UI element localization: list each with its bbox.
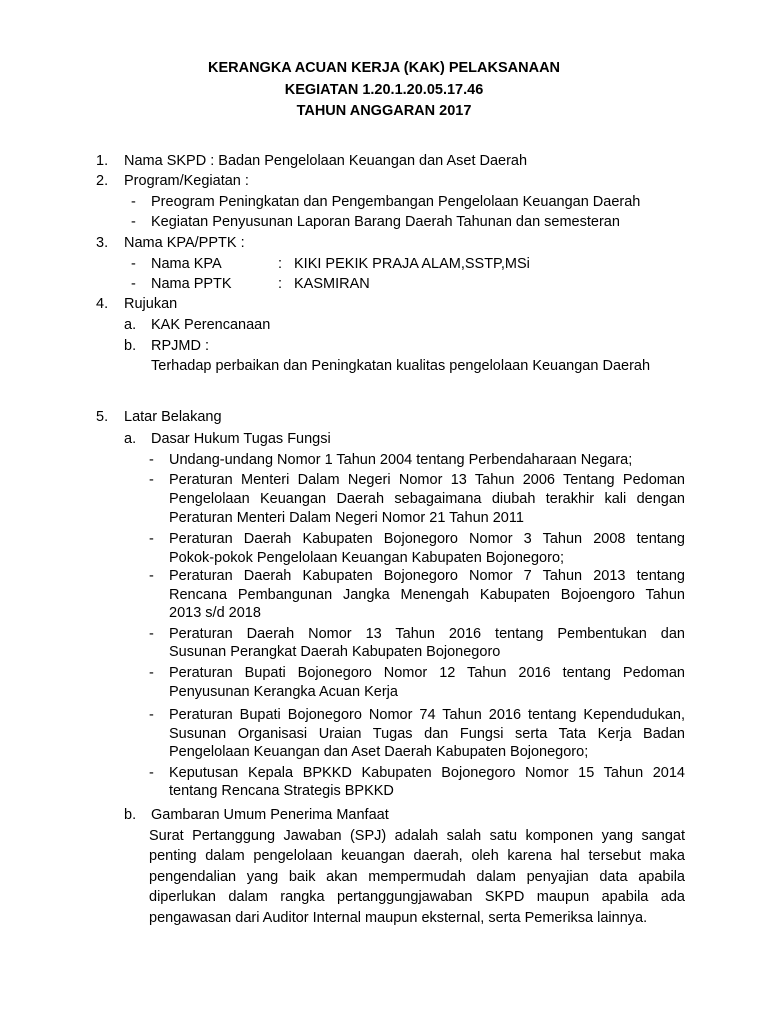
skpd-name: Nama SKPD : Badan Pengelolaan Keuangan dan Aset Daerah <box>124 153 528 169</box>
law-line: Rencana Pembangunan Jangka Menengah Kabupaten Bojoengoro Tahun <box>169 587 685 603</box>
bullet-dash: - <box>149 472 154 488</box>
pptk-value: KASMIRAN <box>294 276 370 292</box>
kak-perencanaan: KAK Perencanaan <box>151 317 271 333</box>
law-line: Peraturan Daerah Nomor 13 Tahun 2016 tentang Pembentukan dan <box>169 626 685 642</box>
latar-belakang-label: Latar Belakang <box>124 409 222 425</box>
law-line: Penyusunan Kerangka Acuan Kerja <box>169 684 398 700</box>
bullet-dash: - <box>149 531 154 547</box>
law-line: Pengelolaan Keuangan Daerah sebagaimana diubah terakhir kali dengan <box>169 491 685 507</box>
kpa-pptk-label: Nama KPA/PPTK : <box>124 235 245 251</box>
item-number-3: 3. <box>96 235 109 251</box>
law-line: Undang-undang Nomor 1 Tahun 2004 tentang Perbendaharaan Negara; <box>169 452 633 468</box>
bullet-dash: - <box>131 256 136 272</box>
sub-letter-a: a. <box>124 431 137 447</box>
doc-title-line-3: TAHUN ANGGARAN 2017 <box>296 103 472 119</box>
rpjmd-label: RPJMD : <box>151 338 209 354</box>
pptk-key: Nama PPTK <box>151 276 232 292</box>
item-number-5: 5. <box>96 409 109 425</box>
bullet-dash: - <box>149 665 154 681</box>
law-line: Susunan Organisasi Uraian Tugas dan Fungsi serta Tata Kerja Badan <box>169 726 685 742</box>
kpa-colon: : <box>278 256 283 272</box>
law-line: Peraturan Bupati Bojonegoro Nomor 74 Tahun 2016 tentang Kependudukan, <box>169 707 685 723</box>
gambaran-line: diperlukan dalam rangka pertanggungjawaban SKPD maupun apabila ada <box>149 889 685 905</box>
bullet-dash: - <box>131 194 136 210</box>
law-line: Peraturan Menteri Dalam Negeri Nomor 13 Tahun 2006 Tentang Pedoman <box>169 472 685 488</box>
gambaran-line: pengawasan dari Auditor Internal maupun eksternal, serta Pemeriksa lainnya. <box>149 910 648 926</box>
law-line: Peraturan Bupati Bojonegoro Nomor 12 Tahun 2016 tentang Pedoman <box>169 665 685 681</box>
doc-title-line-1: KERANGKA ACUAN KERJA (KAK) PELAKSANAAN <box>207 60 561 76</box>
bullet-dash: - <box>149 626 154 642</box>
law-line: Susunan Perangkat Daerah Kabupaten Bojonegoro <box>169 644 501 660</box>
gambaran-line: penting dalam pengelolaan keuangan daerah, oleh karena hal tersebut maka <box>149 848 685 864</box>
kegiatan-name: Kegiatan Penyusunan Laporan Barang Daerah Tahunan dan semesteran <box>151 214 620 230</box>
program-name: Preogram Peningkatan dan Pengembangan Pengelolaan Keuangan Daerah <box>151 194 641 210</box>
item-number-2: 2. <box>96 173 109 189</box>
program-label: Program/Kegiatan : <box>124 173 249 189</box>
bullet-dash: - <box>131 214 136 230</box>
dasar-hukum-label: Dasar Hukum Tugas Fungsi <box>151 431 331 447</box>
item-number-4: 4. <box>96 296 109 312</box>
bullet-dash: - <box>131 276 136 292</box>
law-line: Pokok-pokok Pengelolaan Keuangan Kabupaten Bojonegoro; <box>169 550 565 566</box>
bullet-dash: - <box>149 568 154 584</box>
sub-letter-a: a. <box>124 317 137 333</box>
gambaran-line: Surat Pertanggung Jawaban (SPJ) adalah salah satu komponen yang sangat <box>149 828 685 844</box>
bullet-dash: - <box>149 452 154 468</box>
sub-letter-b: b. <box>124 807 137 823</box>
gambaran-line: pengendalian yang baik akan mempermudah dalam penyajian data apabila <box>149 869 685 885</box>
item-number-1: 1. <box>96 153 109 169</box>
doc-title-line-2: KEGIATAN 1.20.1.20.05.17.46 <box>284 82 484 98</box>
bullet-dash: - <box>149 765 154 781</box>
bullet-dash: - <box>149 707 154 723</box>
rpjmd-text: Terhadap perbaikan dan Peningkatan kualitas pengelolaan Keuangan Daerah <box>151 358 651 374</box>
gambaran-label: Gambaran Umum Penerima Manfaat <box>151 807 389 823</box>
kpa-value: KIKI PEKIK PRAJA ALAM,SSTP,MSi <box>294 256 530 272</box>
sub-letter-b: b. <box>124 338 137 354</box>
pptk-colon: : <box>278 276 283 292</box>
law-line: Peraturan Daerah Kabupaten Bojonegoro Nomor 7 Tahun 2013 tentang <box>169 568 685 584</box>
law-line: Peraturan Menteri Dalam Negeri Nomor 21 Tahun 2011 <box>169 510 524 526</box>
law-line: Peraturan Daerah Kabupaten Bojonegoro Nomor 3 Tahun 2008 tentang <box>169 531 685 547</box>
law-line: tentang Rencana Strategis BPKKD <box>169 783 394 799</box>
law-line: 2013 s/d 2018 <box>169 605 261 621</box>
kpa-key: Nama KPA <box>151 256 222 272</box>
law-line: Keputusan Kepala BPKKD Kabupaten Bojonegoro Nomor 15 Tahun 2014 <box>169 765 685 781</box>
law-line: Pengelolaan Keuangan dan Aset Daerah Kabupaten Bojonegoro; <box>169 744 589 760</box>
rujukan-label: Rujukan <box>124 296 178 312</box>
